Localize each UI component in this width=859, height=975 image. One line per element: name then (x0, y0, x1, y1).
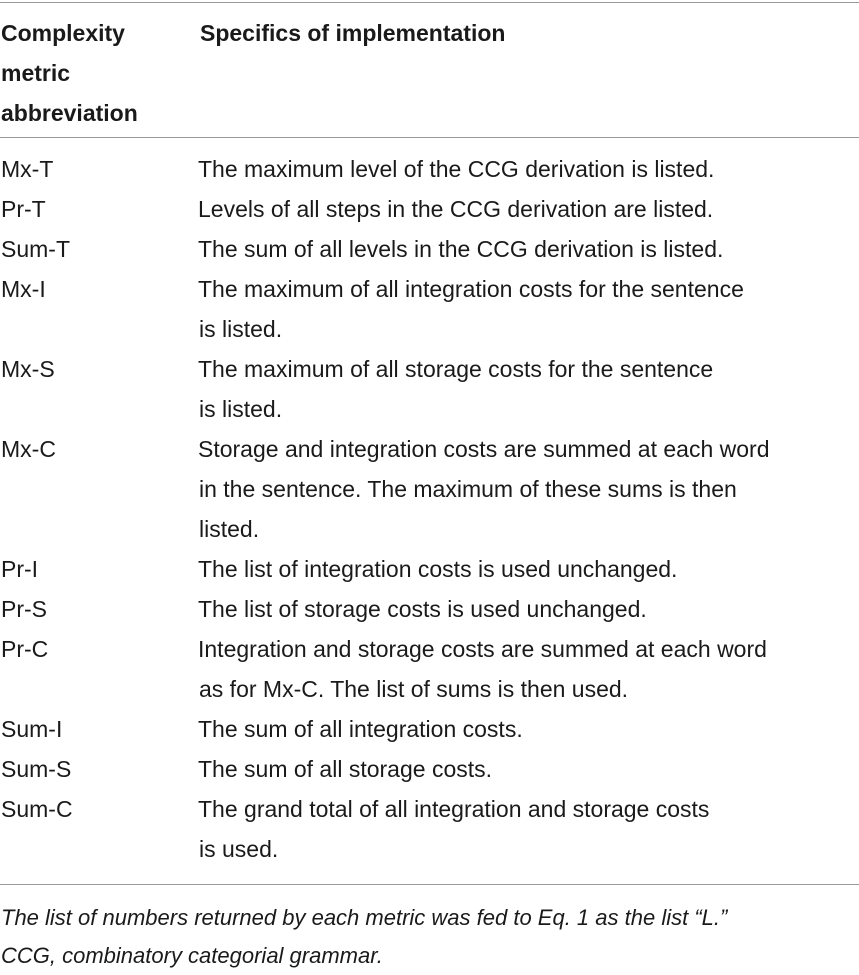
implementation-specifics (198, 269, 853, 349)
implementation-specifics (198, 429, 853, 549)
metric-abbreviation: Mx-C (1, 436, 56, 462)
implementation-line: The sum of all levels in the CCG derivation is listed. (198, 236, 724, 262)
implementation-line: The list of integration costs is used unchanged. (198, 556, 678, 582)
footnote-line-2: CCG, combinatory categorial grammar. (1, 943, 383, 968)
header-col1-word: abbreviation (1, 100, 138, 126)
metric-abbreviation: Mx-S (1, 356, 55, 382)
header-specifics-of-implementation: Specifics of implementation (200, 20, 506, 46)
header-complexity-metric-abbreviation (1, 13, 186, 133)
implementation-specifics (198, 189, 853, 229)
implementation-specifics (198, 549, 853, 589)
implementation-specifics (198, 709, 853, 749)
implementation-line: The list of storage costs is used unchanged. (198, 596, 647, 622)
implementation-line: Integration and storage costs are summed at each word (198, 636, 767, 662)
implementation-line: The grand total of all integration and storage costs (198, 796, 710, 822)
table-top-rule (0, 2, 859, 3)
table-body (0, 149, 859, 869)
implementation-line: is listed. (199, 396, 283, 422)
implementation-specifics (198, 589, 853, 629)
implementation-line: in the sentence. The maximum of these sums is then (199, 476, 737, 502)
metric-abbreviation: Sum-T (1, 236, 70, 262)
metric-abbreviation: Mx-I (1, 276, 46, 302)
implementation-line: as for Mx-C. The list of sums is then used. (199, 676, 629, 702)
implementation-line: The maximum level of the CCG derivation is listed. (198, 156, 715, 182)
header-col1-word: Complexity (1, 20, 125, 46)
table-footnote (1, 899, 727, 975)
table-bottom-rule (0, 884, 859, 885)
metric-abbreviation: Pr-S (1, 596, 47, 622)
metric-abbreviation: Sum-C (1, 796, 73, 822)
metric-abbreviation: Pr-T (1, 196, 46, 222)
implementation-line: The sum of all storage costs. (198, 756, 493, 782)
implementation-line: The maximum of all integration costs for the sentence (198, 276, 744, 302)
implementation-specifics (198, 149, 853, 189)
implementation-specifics (198, 789, 853, 869)
implementation-line: listed. (199, 516, 260, 542)
table-row (0, 629, 859, 709)
metric-abbreviation: Sum-S (1, 756, 72, 782)
implementation-line: The sum of all integration costs. (198, 716, 523, 742)
table-row (0, 589, 859, 629)
metric-abbreviation: Mx-T (1, 156, 54, 182)
metric-abbreviation: Pr-I (1, 556, 39, 582)
footnote-line-1: The list of numbers returned by each metric was fed to Eq. 1 as the list “L.” (1, 905, 728, 930)
metric-abbreviation: Sum-I (1, 716, 63, 742)
metric-abbreviation: Pr-C (1, 636, 49, 662)
table-row (0, 189, 859, 229)
table-row (0, 349, 859, 429)
table-row (0, 549, 859, 589)
implementation-line: is listed. (199, 316, 283, 342)
table-row (0, 789, 859, 869)
implementation-specifics (198, 229, 853, 269)
implementation-specifics (198, 629, 853, 709)
table-row (0, 749, 859, 789)
implementation-line: is used. (199, 836, 279, 862)
table-row (0, 429, 859, 549)
table-row (0, 269, 859, 349)
implementation-line: Storage and integration costs are summed at each word (198, 436, 770, 462)
table-row (0, 149, 859, 189)
implementation-line: Levels of all steps in the CCG derivation are listed. (198, 196, 714, 222)
table-row (0, 229, 859, 269)
implementation-specifics (198, 749, 853, 789)
implementation-line: The maximum of all storage costs for the sentence (198, 356, 714, 382)
table-row (0, 709, 859, 749)
table-header-rule (0, 137, 859, 138)
implementation-specifics (198, 349, 853, 429)
header-col1-word: metric (1, 60, 71, 86)
